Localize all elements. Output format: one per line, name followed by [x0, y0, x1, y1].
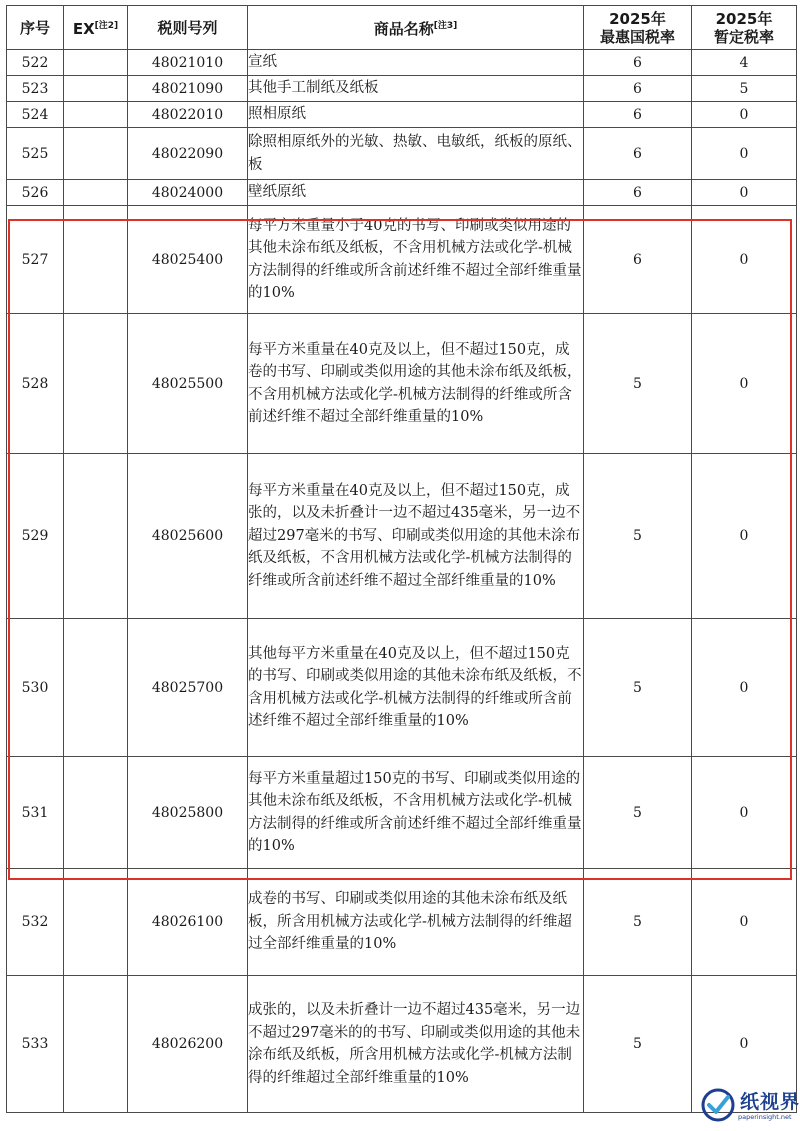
cell-ex: [64, 454, 128, 619]
cell-prov: 0: [692, 869, 797, 976]
cell-mfn: 5: [584, 757, 692, 869]
cell-seq: 530: [7, 619, 64, 757]
cell-prov: 0: [692, 454, 797, 619]
cell-ex: [64, 76, 128, 102]
header-seq: 序号: [7, 6, 64, 50]
cell-seq: 523: [7, 76, 64, 102]
cell-prov: 4: [692, 50, 797, 76]
cell-ex: [64, 180, 128, 206]
table-row: [7, 619, 797, 757]
table-row: [7, 206, 797, 314]
cell-name: 每平方米重量在40克及以上，但不超过150克，成张的，以及未折叠计一边不超过435毫米，另一边不超过297毫米的书写、印刷或类似用途的其他未涂布纸及纸板，不含用机械方法或化学-机械方法制得的纤维或所含前述纤维不超过全部纤维重量的10%: [248, 454, 584, 619]
cell-prov: 0: [692, 102, 797, 128]
cell-ex: [64, 869, 128, 976]
table-row: [7, 757, 797, 869]
cell-code: 48025500: [128, 314, 248, 454]
cell-seq: 531: [7, 757, 64, 869]
cell-prov: 0: [692, 976, 797, 1113]
cell-mfn: 5: [584, 619, 692, 757]
brand-mark-icon: [700, 1087, 736, 1127]
cell-prov: 0: [692, 757, 797, 869]
cell-prov: 0: [692, 128, 797, 180]
cell-seq: 524: [7, 102, 64, 128]
table-row: [7, 50, 797, 76]
header-ex: EX[注2]: [64, 6, 128, 50]
cell-code: 48022010: [128, 102, 248, 128]
cell-mfn: 5: [584, 314, 692, 454]
cell-prov: 5: [692, 76, 797, 102]
cell-ex: [64, 50, 128, 76]
table-row: [7, 128, 797, 180]
table-row: [7, 976, 797, 1113]
cell-ex: [64, 976, 128, 1113]
cell-code: 48025400: [128, 206, 248, 314]
header-name: 商品名称[注3]: [248, 6, 584, 50]
table-row: [7, 180, 797, 206]
cell-name: 其他手工制纸及纸板: [248, 76, 584, 102]
cell-code: 48021090: [128, 76, 248, 102]
cell-name: 成张的，以及未折叠计一边不超过435毫米，另一边不超过297毫米的的书写、印刷或类似用途的其他未涂布纸及纸板，所含用机械方法或化学-机械方法制得的纤维超过全部纤维重量的10%: [248, 976, 584, 1113]
name-note: [注3]: [433, 21, 458, 31]
cell-code: 48024000: [128, 180, 248, 206]
table-row: [7, 76, 797, 102]
cell-mfn: 6: [584, 180, 692, 206]
cell-seq: 525: [7, 128, 64, 180]
cell-name: 除照相原纸外的光敏、热敏、电敏纸，纸板的原纸、板: [248, 128, 584, 180]
cell-mfn: 6: [584, 102, 692, 128]
cell-code: 48021010: [128, 50, 248, 76]
cell-seq: 522: [7, 50, 64, 76]
cell-code: 48025600: [128, 454, 248, 619]
cell-mfn: 6: [584, 206, 692, 314]
cell-ex: [64, 757, 128, 869]
cell-seq: 533: [7, 976, 64, 1113]
cell-mfn: 5: [584, 454, 692, 619]
header-mfn-rate: 2025年 最惠国税率: [584, 6, 692, 50]
cell-name: 宣纸: [248, 50, 584, 76]
cell-name: 每平方米重量在40克及以上，但不超过150克，成卷的书写、印刷或类似用途的其他未涂布纸及纸板，不含用机械方法或化学-机械方法制得的纤维或所含前述纤维不超过全部纤维重量的10%: [248, 314, 584, 454]
cell-ex: [64, 206, 128, 314]
tariff-table: [6, 5, 797, 1113]
ex-note: [注2]: [94, 21, 119, 31]
cell-prov: 0: [692, 619, 797, 757]
cell-name: 壁纸原纸: [248, 180, 584, 206]
cell-seq: 528: [7, 314, 64, 454]
table-row: [7, 454, 797, 619]
cell-seq: 526: [7, 180, 64, 206]
header-code: 税则号列: [128, 6, 248, 50]
cell-mfn: 5: [584, 869, 692, 976]
cell-seq: 532: [7, 869, 64, 976]
cell-mfn: 6: [584, 50, 692, 76]
cell-mfn: 6: [584, 76, 692, 102]
cell-code: 48026100: [128, 869, 248, 976]
cell-prov: 0: [692, 314, 797, 454]
cell-name: 每平方米重量小于40克的书写、印刷或类似用途的其他未涂布纸及纸板，不含用机械方法或化学-机械方法制得的纤维或所含前述纤维不超过全部纤维重量的10%: [248, 206, 584, 314]
table-row: [7, 102, 797, 128]
header-row: [7, 6, 797, 50]
cell-code: 48022090: [128, 128, 248, 180]
header-provisional-rate: 2025年 暂定税率: [692, 6, 797, 50]
watermark-brand: 纸视界: [740, 1091, 800, 1113]
watermark-logo: [700, 1085, 800, 1125]
cell-prov: 0: [692, 206, 797, 314]
cell-ex: [64, 619, 128, 757]
cell-ex: [64, 314, 128, 454]
cell-mfn: 6: [584, 128, 692, 180]
cell-mfn: 5: [584, 976, 692, 1113]
cell-code: 48025700: [128, 619, 248, 757]
cell-name: 照相原纸: [248, 102, 584, 128]
cell-seq: 529: [7, 454, 64, 619]
cell-name: 每平方米重量超过150克的书写、印刷或类似用途的其他未涂布纸及纸板，不含用机械方法或化学-机械方法制得的纤维或所含前述纤维不超过全部纤维重量的10%: [248, 757, 584, 869]
cell-prov: 0: [692, 180, 797, 206]
watermark-url: paperinsight.net: [738, 1113, 792, 1121]
cell-code: 48025800: [128, 757, 248, 869]
cell-ex: [64, 128, 128, 180]
cell-ex: [64, 102, 128, 128]
cell-seq: 527: [7, 206, 64, 314]
cell-name: 其他每平方米重量在40克及以上，但不超过150克的书写、印刷或类似用途的其他未涂布纸及纸板，不含用机械方法或化学-机械方法制得的纤维或所含前述纤维不超过全部纤维重量的10%: [248, 619, 584, 757]
table-row: [7, 314, 797, 454]
table-row: [7, 869, 797, 976]
cell-code: 48026200: [128, 976, 248, 1113]
cell-name: 成卷的书写、印刷或类似用途的其他未涂布纸及纸板，所含用机械方法或化学-机械方法制得的纤维超过全部纤维重量的10%: [248, 869, 584, 976]
